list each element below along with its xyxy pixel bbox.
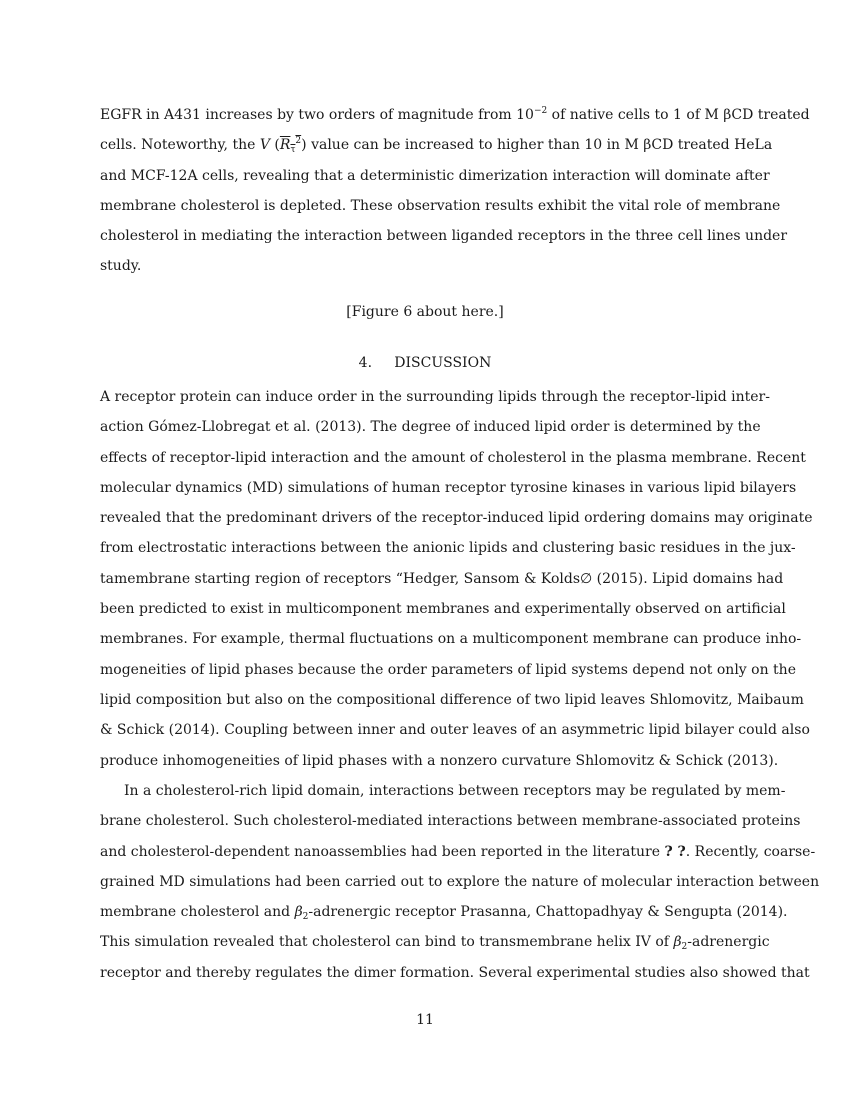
text-line: A receptor protein can induce order in the surrounding lipids through the receptor-lipid inter- bbox=[100, 389, 770, 405]
text-run: -adrenergic receptor Prasanna, Chattopadhyay & Sengupta (2014). bbox=[308, 904, 788, 921]
greek-symbol: β bbox=[294, 904, 303, 921]
text-line bbox=[100, 837, 816, 867]
text-line: been predicted to exist in multicomponent membranes and experimentally observed on artificial bbox=[100, 601, 786, 618]
subscript: 2 bbox=[681, 942, 688, 953]
text-line: cholesterol in mediating the interaction between liganded receptors in the three cell lines under bbox=[100, 228, 788, 245]
text-line: action Gómez-Llobregat et al. (2013). The degree of induced lipid order is determined by the bbox=[100, 419, 761, 436]
text-run: of native cells to 1 of M βCD treated bbox=[547, 107, 810, 123]
paragraph-cholesterol bbox=[100, 776, 820, 988]
math-overline bbox=[279, 136, 302, 156]
text-run: membrane cholesterol and bbox=[100, 904, 295, 921]
section-heading: 4. DISCUSSION bbox=[358, 355, 492, 371]
text-line: effects of receptor-lipid interaction and the amount of cholesterol in the plasma membrane. Recent bbox=[100, 449, 806, 466]
text-line: produce inhomogeneities of lipid phases with a nonzero curvature Shlomovitz & Schick (2013). bbox=[100, 752, 779, 769]
subscript: 2 bbox=[302, 912, 309, 923]
missing-citation: ? ? bbox=[664, 843, 686, 860]
text-line: brane cholesterol. Such cholesterol-mediated interactions between membrane-associated proteins bbox=[100, 813, 801, 830]
page-number: 11 bbox=[416, 1012, 434, 1028]
text-line: study. bbox=[100, 258, 142, 275]
math-paren: ) bbox=[301, 137, 307, 154]
text-line: membranes. For example, thermal fluctuations on a multicomponent membrane can produce inho- bbox=[100, 631, 802, 648]
math-paren: ( bbox=[269, 137, 280, 154]
text-line: molecular dynamics (MD) simulations of human receptor tyrosine kinases in various lipid bilayers bbox=[100, 479, 797, 496]
text-run: . Recently, coarse- bbox=[685, 843, 816, 860]
text-run: value can be increased to higher than 10 in M βCD treated HeLa bbox=[306, 137, 773, 154]
text-line: In a cholesterol-rich lipid domain, interactions between receptors may be regulated by mem- bbox=[124, 783, 786, 799]
text-run: EGFR in A431 increases by two orders of magnitude from 10 bbox=[100, 107, 534, 123]
text-line: tamembrane starting region of receptors “Hedger, Sansom & Kolds∅ (2015). Lipid domains had bbox=[100, 570, 784, 587]
text-line bbox=[100, 130, 773, 160]
text-line bbox=[100, 927, 770, 957]
text-line: grained MD simulations had been carried out to explore the nature of molecular interaction between bbox=[100, 873, 820, 890]
subscript: τ bbox=[290, 145, 296, 156]
text-line: & Schick (2014). Coupling between inner and outer leaves of an asymmetric lipid bilayer could also bbox=[100, 722, 810, 739]
text-line: revealed that the predominant drivers of the receptor-induced lipid ordering domains may originate bbox=[100, 510, 813, 527]
text-line bbox=[100, 100, 810, 130]
text-line: membrane cholesterol is depleted. These observation results exhibit the vital role of membrane bbox=[100, 197, 781, 214]
text-line: from electrostatic interactions between the anionic lipids and clustering basic residues in the jux- bbox=[100, 540, 796, 557]
text-run: and cholesterol-dependent nanoassemblies had been reported in the literature bbox=[100, 843, 665, 860]
paragraph-continuation bbox=[100, 100, 810, 282]
text-run: This simulation revealed that cholesterol can bind to transmembrane helix IV of bbox=[100, 934, 674, 951]
text-run: -adrenergic bbox=[687, 934, 770, 951]
superscript: −2 bbox=[533, 106, 548, 116]
text-line: and MCF-12A cells, revealing that a deterministic dimerization interaction will dominate after bbox=[100, 167, 770, 184]
text-line bbox=[100, 897, 788, 927]
text-run: cells. Noteworthy, the bbox=[100, 137, 260, 154]
text-line: lipid composition but also on the compositional difference of two lipid leaves Shlomovitz, Maibaum bbox=[100, 691, 804, 708]
greek-symbol: β bbox=[673, 934, 682, 951]
superscript: 2 bbox=[295, 136, 302, 147]
text-line: receptor and thereby regulates the dimer formation. Several experimental studies also showed that bbox=[100, 964, 810, 981]
math-variable: V bbox=[259, 137, 270, 154]
figure-placeholder: [Figure 6 about here.] bbox=[346, 304, 504, 320]
text-line: mogeneities of lipid phases because the order parameters of lipid systems depend not only on the bbox=[100, 661, 796, 678]
math-variable: R bbox=[279, 137, 291, 154]
paragraph-discussion bbox=[100, 382, 813, 776]
